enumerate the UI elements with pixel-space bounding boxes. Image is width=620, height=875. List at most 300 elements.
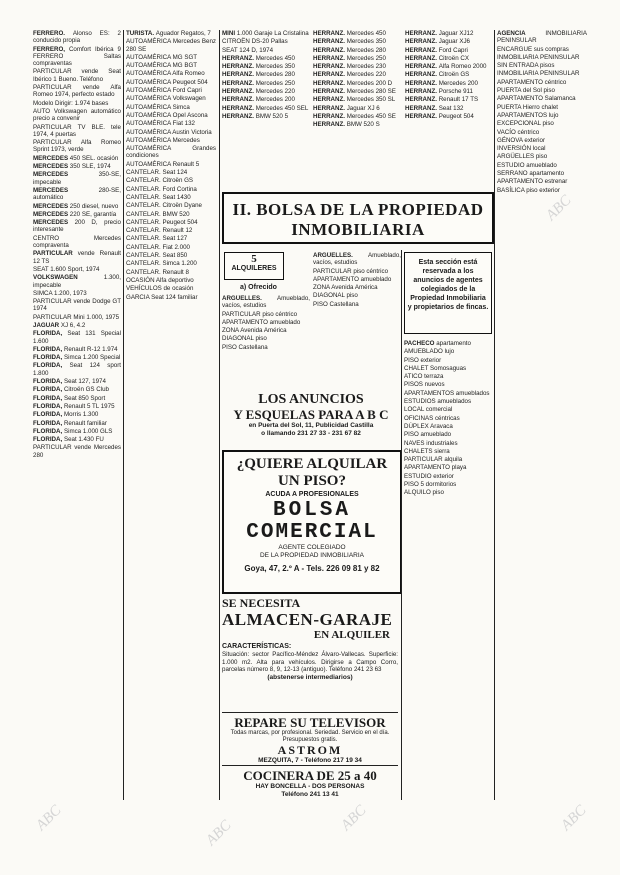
classified-entry xyxy=(126,285,216,292)
alquileres-column-b xyxy=(313,252,401,387)
garaje-line-3: EN ALQUILER xyxy=(313,629,390,641)
classified-entry-text: Modelo Dirigir: 1.974 bases xyxy=(33,99,109,107)
classified-entry-lead: FLORIDA, xyxy=(33,394,64,402)
classified-entry-text: AUTOAMÉRICA Mercedes Benz 280 SE xyxy=(126,38,216,53)
classified-entry-text: 220 SE, garantía xyxy=(69,210,117,218)
classified-entry xyxy=(313,96,401,103)
classified-entry-text: ZONA Avenida América xyxy=(313,284,378,292)
classified-entry-lead: FLORIDA, xyxy=(33,362,70,370)
televisor-line-1: REPARE SU TELEVISOR xyxy=(234,715,386,730)
classified-entry xyxy=(126,186,216,193)
classified-column-3 xyxy=(222,30,310,190)
classified-entry-text: Seat 1.430 FU xyxy=(63,436,104,444)
classified-entry-lead: JAGUAR xyxy=(33,321,61,329)
classified-entry-lead: MERCEDES xyxy=(33,210,70,218)
classified-entry-text: APARTAMENTO estrenar xyxy=(497,178,568,186)
classified-entry xyxy=(404,473,492,480)
classified-entry-text: Mercedes 250 xyxy=(255,79,295,87)
classified-entry-lead: HERRANZ. xyxy=(313,71,347,79)
classified-entry xyxy=(33,46,121,68)
classified-entry xyxy=(126,235,216,242)
classified-entry-lead: HERRANZ. xyxy=(405,96,439,104)
classified-entry-text: GARCIA Seat 124 familiar xyxy=(126,293,198,301)
classified-entry-text: PARTICULAR piso céntrico xyxy=(222,310,298,318)
classified-entry xyxy=(126,30,216,37)
classified-entry xyxy=(222,344,310,351)
classified-entry-text: Aguador Regatos, 7 xyxy=(155,30,211,37)
classified-entry xyxy=(497,30,587,45)
classified-entry xyxy=(33,354,121,361)
classified-entry-text: PARTICULAR vende Mercedes 280 xyxy=(33,444,121,459)
classified-entry xyxy=(222,113,310,120)
classified-entry xyxy=(126,277,216,284)
classified-entry-text: Peugeot 504 xyxy=(438,112,474,120)
classified-entry-text: Mercedes 200 D xyxy=(346,79,393,87)
classified-entry xyxy=(33,298,121,313)
classified-entry xyxy=(405,113,493,120)
classified-entry-text: Porsche 911 xyxy=(438,88,473,96)
classified-entry xyxy=(33,100,121,107)
classified-entry-lead: FLORIDA, xyxy=(33,419,64,427)
classified-entry-text: AMUEBLADO lujo xyxy=(404,348,455,356)
classified-entry-text: ENCARGUE sus compras xyxy=(497,45,569,53)
classified-entry-text: Renault R-12 1.974 xyxy=(63,345,118,353)
classified-entry-lead: HERRANZ. xyxy=(405,30,439,37)
classified-entry-text: DIAGONAL piso xyxy=(313,292,358,300)
classified-entry-lead: FLORIDA, xyxy=(33,436,64,444)
classified-entry-text: Simca 1.000 GLS xyxy=(63,427,113,435)
classified-entry xyxy=(33,386,121,393)
classified-entry-lead: HERRANZ. xyxy=(405,38,439,46)
classified-entry xyxy=(222,80,310,87)
classified-entry-text: Ford Capri xyxy=(438,46,468,54)
classified-entry xyxy=(33,266,121,273)
classified-entry-text: 450 SEL. ocasión xyxy=(69,154,119,162)
classified-entry-lead: HERRANZ. xyxy=(313,96,347,104)
classified-entry-text: SERRANO apartamento xyxy=(497,170,565,178)
classified-entry-text: PISO Castellana xyxy=(222,343,268,351)
classified-entry xyxy=(33,411,121,418)
classified-column-4 xyxy=(313,30,401,190)
classified-entry xyxy=(126,95,216,102)
classified-entry-text: LOCAL comercial xyxy=(404,406,453,414)
classified-entry xyxy=(405,96,493,103)
classified-entry-lead: HERRANZ. xyxy=(313,46,347,54)
televisor-line-4: MEZQUITA, 7 - Teléfono 217 19 34 xyxy=(258,757,362,764)
classified-entry xyxy=(497,145,587,152)
classified-entry xyxy=(404,415,492,422)
bolsa-line-1: ¿QUIERE ALQUILAR xyxy=(236,456,388,472)
classified-entry xyxy=(497,112,587,119)
classified-entry xyxy=(222,96,310,103)
classified-entry xyxy=(126,112,216,119)
classified-entry-text: APARTAMENTOS lujo xyxy=(497,111,559,119)
anuncios-line-4: o llamando 231 27 33 - 231 67 82 xyxy=(261,430,361,437)
classified-entry-lead: HERRANZ. xyxy=(405,112,439,120)
classified-entry-text: CANTELAR. Seat 127 xyxy=(126,235,188,243)
classified-entry xyxy=(126,211,216,218)
classified-entry xyxy=(33,108,121,123)
classified-entry xyxy=(313,252,401,267)
classified-entry xyxy=(126,145,216,160)
classified-entry xyxy=(33,274,121,289)
classified-entry-text: Mercedes 450 xyxy=(346,30,386,37)
classified-entry xyxy=(313,276,401,283)
classified-entry xyxy=(33,219,121,234)
classified-entry-lead: HERRANZ. xyxy=(405,63,439,71)
watermark-abc: ABC xyxy=(558,802,590,834)
classified-entry xyxy=(404,348,492,355)
classified-entry xyxy=(313,30,401,37)
classified-entry xyxy=(313,113,401,120)
classified-entry-text: AUTOAMÉRICA Grandes condiciones xyxy=(126,145,216,160)
classified-entry xyxy=(404,489,492,496)
classified-entry-text: AUTOAMÉRICA Austin Victoria xyxy=(126,128,212,136)
bolsa-line-4: BOLSA xyxy=(272,499,351,522)
classified-entry-text: CHALETS sierra xyxy=(404,447,450,455)
classified-entry-text: AUTOAMÉRICA Volkswagen xyxy=(126,95,206,103)
classified-entry xyxy=(313,105,401,112)
classified-entry-text: INMOBILIARIA PENINSULAR xyxy=(497,70,580,78)
notice-line: colegiados de la xyxy=(420,286,476,293)
classified-entry xyxy=(497,46,587,53)
column-rule xyxy=(401,250,402,800)
classified-entry xyxy=(497,62,587,69)
classified-entry-text: SIN ENTRADA pisos xyxy=(497,62,555,70)
classified-entry-text: OCASIÓN Alfa deportivo xyxy=(126,276,194,284)
classified-entry-text: Renault 17 TS xyxy=(438,96,479,104)
watermark-abc: ABC xyxy=(33,802,65,834)
classified-entry xyxy=(126,62,216,69)
classified-entry-lead: MINI xyxy=(222,30,237,37)
classified-entry xyxy=(33,436,121,443)
classified-entry-lead: FLORIDA, xyxy=(33,427,64,435)
classified-entry-text: CANTELAR. Seat 850 xyxy=(126,252,188,260)
classified-entry xyxy=(33,330,121,345)
classified-entry-lead: HERRANZ. xyxy=(405,46,439,54)
classified-entry-lead: HERRANZ. xyxy=(222,96,256,104)
classified-entry-text: CITROËN DS-20 Pallas xyxy=(222,38,288,46)
classified-entry-lead: FLORIDA, xyxy=(33,402,64,410)
classified-entry-text: Seat 127, 1974 xyxy=(63,378,106,386)
classified-entry xyxy=(497,162,587,169)
classified-entry-text: CANTELAR. Renault 8 xyxy=(126,268,189,276)
classified-entry-text: AUTOAMÉRICA Ford Capri xyxy=(126,87,202,95)
classified-entry xyxy=(497,129,587,136)
classified-entry xyxy=(313,292,401,299)
classified-entry xyxy=(497,104,587,111)
notice-line: anuncios de agentes xyxy=(413,277,483,284)
classified-entry-text: apartamento xyxy=(436,340,471,347)
classified-entry-lead: PACHECO xyxy=(404,340,437,347)
classified-entry xyxy=(126,177,216,184)
classified-entry xyxy=(126,129,216,136)
classified-entry-text: AUTOAMÉRICA Renault 5 xyxy=(126,160,200,168)
classified-entry-text: INMOBILIARIA PENINSULAR xyxy=(497,53,580,61)
classified-entry-text: Alonso ES: 2 conducido propia xyxy=(33,30,121,45)
classified-entry xyxy=(404,440,492,447)
classified-entry xyxy=(126,70,216,77)
classified-entry xyxy=(313,55,401,62)
classified-entry-text: Renault familiar xyxy=(63,419,107,427)
classified-entry xyxy=(497,87,587,94)
classified-entry-lead: AGENCIA xyxy=(497,30,546,37)
classified-entry-text: 1.300, impecable xyxy=(33,274,121,289)
classified-entry-text: ARGÜELLES piso xyxy=(497,153,548,161)
classified-entry xyxy=(313,38,401,45)
anuncios-line-1: LOS ANUNCIOS xyxy=(258,392,364,407)
alquileres-number: 5 xyxy=(251,253,257,265)
classified-entry-text: Mercedes 450 SEL xyxy=(255,104,309,112)
classified-entry-text: APARTAMENTO amueblado xyxy=(222,318,301,326)
classified-entry xyxy=(404,398,492,405)
classified-entry-lead: HERRANZ. xyxy=(405,104,439,112)
classified-entry xyxy=(313,63,401,70)
classified-entry xyxy=(405,71,493,78)
classified-entry-text: SEAT 124 D, 1974 xyxy=(222,46,274,54)
classified-entry xyxy=(33,346,121,353)
alquileres-heading xyxy=(224,252,284,280)
classified-column-2 xyxy=(126,30,216,800)
classified-entry xyxy=(313,121,401,128)
classified-entry-text: APARTAMENTO playa xyxy=(404,464,467,472)
classified-entry xyxy=(222,311,310,318)
classified-entry-text: ESTUDIO exterior xyxy=(404,472,454,480)
anuncios-line-2: Y ESQUELAS PARA A B C xyxy=(233,407,389,422)
classified-entry xyxy=(126,169,216,176)
classified-entry xyxy=(33,290,121,297)
classified-entry-text: AUTOAMÉRICA Opel Ascona xyxy=(126,111,208,119)
classified-entry xyxy=(497,120,587,127)
classified-entry xyxy=(33,235,121,250)
classified-entry-lead: MERCEDES xyxy=(33,186,99,194)
garaje-line-2: ALMACEN-GARAJE xyxy=(222,610,393,629)
classified-entry-text: CANTELAR. Citroën Dyane xyxy=(126,202,202,210)
classified-entry xyxy=(126,54,216,61)
classified-entry-lead: HERRANZ. xyxy=(313,121,347,129)
classified-entry-lead: HERRANZ. xyxy=(405,79,439,87)
classified-entry-text: PISOS nuevos xyxy=(404,381,445,389)
classified-entry-lead: HERRANZ. xyxy=(313,30,347,37)
classified-entry-text: PARTICULAR Alfa Romeo Sprint 1973, verde xyxy=(33,139,121,154)
classified-entry-text: Mercedes 450 SE xyxy=(346,112,396,120)
classified-entry-text: Seat 850 Sport xyxy=(63,394,106,402)
classified-entry-text: SIMCA 1.200, 1973 xyxy=(33,289,87,297)
classified-entry-text: vende Renault 12 TS xyxy=(33,250,121,265)
classified-entry-text: PISO exterior xyxy=(404,356,442,364)
classified-entry xyxy=(313,268,401,275)
classified-entry-text: AUTOAMÉRICA Fiat 132 xyxy=(126,120,196,128)
classified-entry xyxy=(404,431,492,438)
classified-entry xyxy=(33,30,121,45)
classified-entry-text: OFICINAS céntricas xyxy=(404,414,460,422)
classified-entry-lead: MERCEDES xyxy=(33,163,70,171)
classified-entry xyxy=(404,340,492,347)
classified-entry-text: CANTELAR. Seat 1430 xyxy=(126,193,191,201)
classified-entry-text: APARTAMENTO amueblado xyxy=(313,275,392,283)
classified-entry xyxy=(404,365,492,372)
classified-entry xyxy=(33,171,121,186)
classified-entry xyxy=(126,244,216,251)
classified-entry-text: Jaguar XJ 6 xyxy=(346,104,380,112)
classified-entry-text: 350 SLE, 1974 xyxy=(69,163,111,171)
notice-line: reservada a los xyxy=(422,268,474,275)
section-title-line-1: II. BOLSA DE LA PROPIEDAD xyxy=(232,200,484,219)
classified-entry-text: BMW 520 5 xyxy=(255,112,289,120)
classified-entry xyxy=(222,319,310,326)
classified-entry-lead: ARGÜELLES. xyxy=(222,295,277,302)
classified-entry xyxy=(222,71,310,78)
classified-entry xyxy=(222,47,310,54)
classified-entry-text: Mercedes 350 SL xyxy=(346,96,396,104)
classified-entry-text: Amueblado, vacíos, estudios xyxy=(313,252,401,267)
anuncios-ad xyxy=(222,392,400,444)
classified-entry xyxy=(33,203,121,210)
classified-entry-text: Jaguar XJ12 xyxy=(438,30,474,37)
classified-entry xyxy=(404,456,492,463)
notice-line: y propietarios de fincas. xyxy=(407,304,489,311)
classified-entry-text: Seat 132 xyxy=(438,104,464,112)
classified-entry xyxy=(33,124,121,139)
notice-line: Esta sección está xyxy=(418,259,478,266)
classified-entry-text: XJ 6, 4.2 xyxy=(60,321,86,329)
bolsa-line-5: COMERCIAL xyxy=(246,521,378,544)
classified-entry-text: ZONA Avenida América xyxy=(222,327,287,335)
classified-entry xyxy=(497,137,587,144)
classified-entry-lead: MERCEDES xyxy=(33,202,70,210)
classified-entry-text: SEAT 1.600 Sport, 1974 xyxy=(33,265,100,273)
classified-entry xyxy=(33,314,121,321)
classified-entry xyxy=(33,378,121,385)
classified-entry xyxy=(404,373,492,380)
televisor-ad xyxy=(222,712,398,766)
classified-entry-text: Mercedes 450 xyxy=(255,54,295,62)
classified-entry-text: APARTAMENTOS amueblados xyxy=(404,389,490,397)
classified-entry-lead: FLORIDA, xyxy=(33,386,64,394)
classified-entry xyxy=(404,357,492,364)
classified-entry xyxy=(33,403,121,410)
classified-entry-lead: FLORIDA, xyxy=(33,330,68,338)
classified-entry-lead: FERRERO, xyxy=(33,45,69,53)
column-rule xyxy=(219,30,220,800)
classified-entry xyxy=(222,55,310,62)
classified-entry-lead: FLORIDA, xyxy=(33,411,64,419)
classified-entry xyxy=(404,448,492,455)
classified-entry-lead: MERCEDES xyxy=(33,219,75,227)
classified-entry-lead: VOLKSWAGEN xyxy=(33,274,104,282)
classified-entry xyxy=(405,63,493,70)
classified-entry-text: PUERTA del Sol piso xyxy=(497,87,555,95)
classified-entry-lead: ARGÜELLES. xyxy=(313,252,368,259)
classified-entry-text: 350-SE, impecable xyxy=(33,171,121,186)
classified-entry xyxy=(405,38,493,45)
classified-entry-text: CANTELAR. Ford Cortina xyxy=(126,185,197,193)
classified-entry-lead: PARTICULAR xyxy=(33,250,78,258)
classified-entry-text: Mercedes 200 xyxy=(438,79,478,87)
classified-entry xyxy=(497,153,587,160)
classified-entry xyxy=(313,88,401,95)
classified-entry-lead: HERRANZ. xyxy=(313,38,347,46)
classified-entry-text: Seat 124 sport 1.800 xyxy=(33,362,121,377)
classified-entry-text: AUTOAMÉRICA MG SGT xyxy=(126,53,198,61)
classified-entry-text: 280-SE, automático xyxy=(33,186,121,202)
classified-entry-text: AUTOAMÉRICA MG BGT xyxy=(126,62,198,70)
classified-entry xyxy=(33,155,121,162)
classified-entry xyxy=(33,420,121,427)
garaje-body: Situación: sector Pacífico-Méndez Álvaro-Vallecas. Superficie: 1.000 m2. Alta para vehículos. Dirigirse a Campo Corro, parcelas número 8, 9, 12-13 (antiguo). Teléfono 241 23 63 xyxy=(222,651,398,673)
classified-entry xyxy=(222,63,310,70)
classified-entry xyxy=(126,120,216,127)
watermark-abc: ABC xyxy=(203,817,235,849)
classified-entry-text: CANTELAR. Seat 124 xyxy=(126,169,188,177)
classified-entry-text: Amueblado, vacíos, estudios xyxy=(222,295,310,310)
classified-entry xyxy=(126,87,216,94)
classified-entry-text: PARTICULAR vende Alfa Romeo 1974, perfecto estado xyxy=(33,84,121,99)
classified-entry xyxy=(222,88,310,95)
televisor-line-3: ASTROM xyxy=(277,743,343,757)
classified-entry xyxy=(33,211,121,218)
classified-entry-text: Simca 1.200 Special xyxy=(63,354,121,362)
classified-entry-lead: HERRANZ. xyxy=(313,88,347,96)
alquileres-label: ALQUILERES xyxy=(231,265,277,272)
classified-entry xyxy=(33,362,121,377)
classified-entry xyxy=(126,202,216,209)
classified-entry xyxy=(313,301,401,308)
classified-entry xyxy=(497,187,587,194)
classified-entry xyxy=(126,260,216,267)
classified-entry xyxy=(313,80,401,87)
classified-entry xyxy=(126,104,216,111)
anuncios-line-3: en Puerta del Sol, 11, Publicidad Castilla xyxy=(248,422,374,429)
watermark-abc: ABC xyxy=(543,192,575,224)
classified-entry-text: Mercedes 230 xyxy=(346,63,386,71)
classified-entry-text: PISO 5 dormitorios xyxy=(404,481,457,489)
classified-entry xyxy=(126,252,216,259)
classified-entry xyxy=(404,406,492,413)
classified-entry-lead: HERRANZ. xyxy=(222,104,256,112)
classified-entry-lead: MERCEDES xyxy=(33,154,70,162)
classified-entry xyxy=(33,322,121,329)
garaje-line-1: SE NECESITA xyxy=(222,596,301,610)
classified-entry-text: CANTELAR. BMW 520 xyxy=(126,210,190,218)
classified-entry xyxy=(222,327,310,334)
classified-entry xyxy=(33,163,121,170)
classified-entry-lead: HERRANZ. xyxy=(222,88,256,96)
classified-entry xyxy=(33,187,121,202)
classified-entry xyxy=(33,428,121,435)
classified-entry-text: Mercedes 280 xyxy=(255,71,295,79)
classified-entry-text: PISO Castellana xyxy=(313,300,359,308)
classified-entry xyxy=(405,105,493,112)
classified-entry xyxy=(313,47,401,54)
classified-entry xyxy=(497,79,587,86)
section-title-box xyxy=(222,192,494,244)
classified-entry-text: GÉNOVA exterior xyxy=(497,136,546,144)
classified-entry-text: 1.000 Garaje La Cristalina xyxy=(236,30,309,37)
classified-entry xyxy=(405,30,493,37)
classified-entry-text: Morris 1.300 xyxy=(63,411,99,419)
classified-entry-text: Mercedes 280 SE xyxy=(346,88,396,96)
garaje-tail: (abstenerse intermediarios) xyxy=(267,673,353,681)
classified-entry-text: INVERSIÓN local xyxy=(497,145,546,153)
classified-entry-text: Citroën CX xyxy=(438,54,469,62)
classified-entry xyxy=(404,481,492,488)
bolsa-line-2: UN PISO? xyxy=(278,473,346,489)
classified-entry xyxy=(222,30,310,37)
classified-entry xyxy=(222,105,310,112)
classified-entry-text: 250 diesel, nuevo xyxy=(69,202,119,210)
classified-entry-text: PARTICULAR TV BLE. tele 1974, 4 puertas xyxy=(33,123,121,138)
